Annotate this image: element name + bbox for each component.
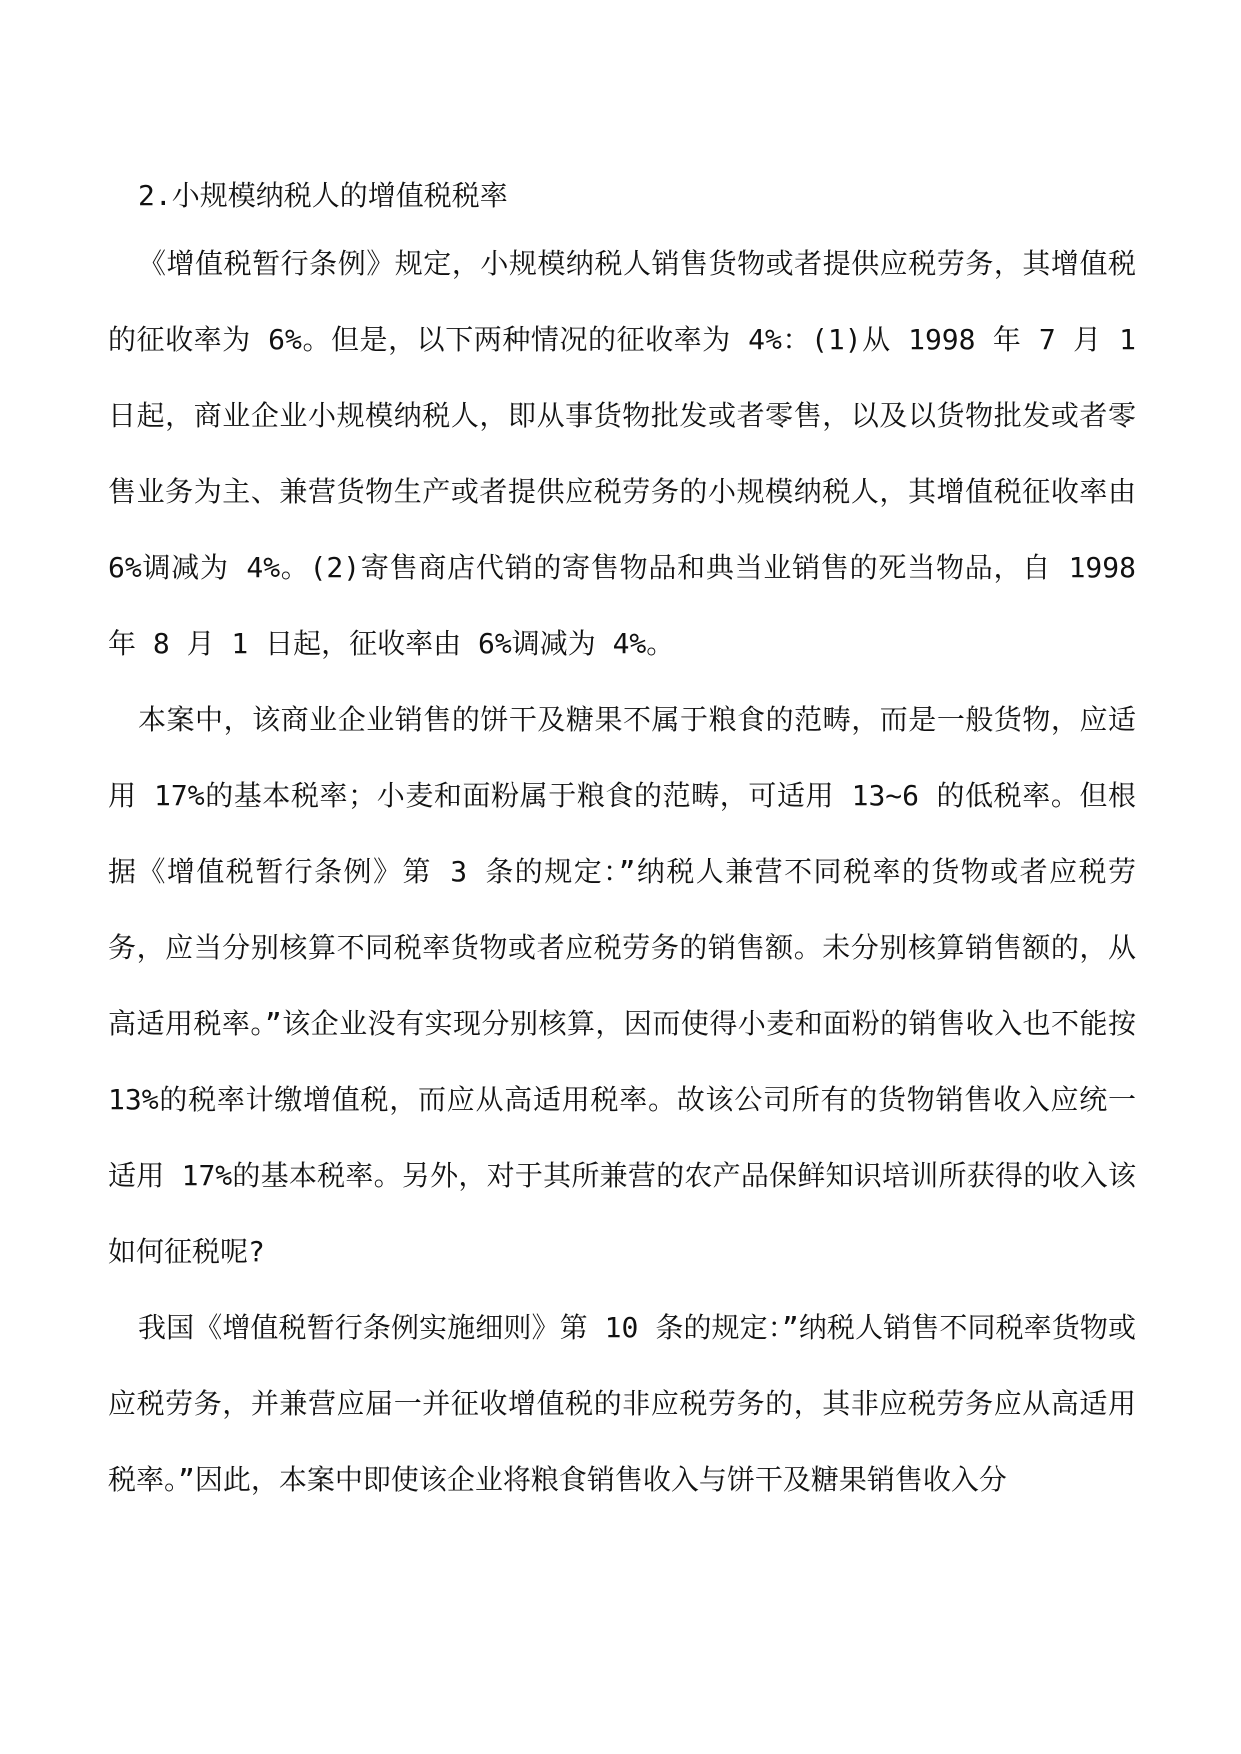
paragraph-case-analysis: 本案中，该商业企业销售的饼干及糖果不属于粮食的范畴，而是一般货物，应适用 17%的基本税率；小麦和面粉属于粮食的范畴，可适用 13~6 的低税率。但根据《增值税暂行条例》第 3 条的规定：”纳税人兼营不同税率的货物或者应税劳务，应当分别核算不同税率货物或者应税劳务的销售额。未分别核算销售额的，从高适用税率。”该企业没有实现分别核算，因而使得小麦和面粉的销售收入也不能按 13%的税率计缴增值税，而应从高适用税率。故该公司所有的货物销售收入应统一适用 17%的基本税率。另外，对于其所兼营的农产品保鲜知识培训所获得的收入该如何征税呢? (108, 703, 1136, 1268)
paragraph-implementation-rules: 我国《增值税暂行条例实施细则》第 10 条的规定：”纳税人销售不同税率货物或应税劳务，并兼营应届一并征收增值税的非应税劳务的，其非应税劳务应从高适用税率。”因此，本案中即使该企业将粮食销售收入与饼干及糖果销售收入分 (108, 1311, 1136, 1496)
document-body (108, 166, 1136, 1518)
paragraph-small-scale-rates: 《增值税暂行条例》规定，小规模纳税人销售货物或者提供应税劳务，其增值税的征收率为 6%。但是，以下两种情况的征收率为 4%：(1)从 1998 年 7 月 1 日起，商业企业小规模纳税人，即从事货物批发或者零售，以及以货物批发或者零售业务为主、兼营货物生产或者提供应税劳务的小规模纳税人，其增值税征收率由 6%调减为 4%。(2)寄售商店代销的寄售物品和典当业销售的死当物品，自 1998 年 8 月 1 日起，征收率由 6%调减为 4%。 (108, 247, 1136, 660)
section-heading: 2.小规模纳税人的增值税税率 (138, 179, 508, 212)
